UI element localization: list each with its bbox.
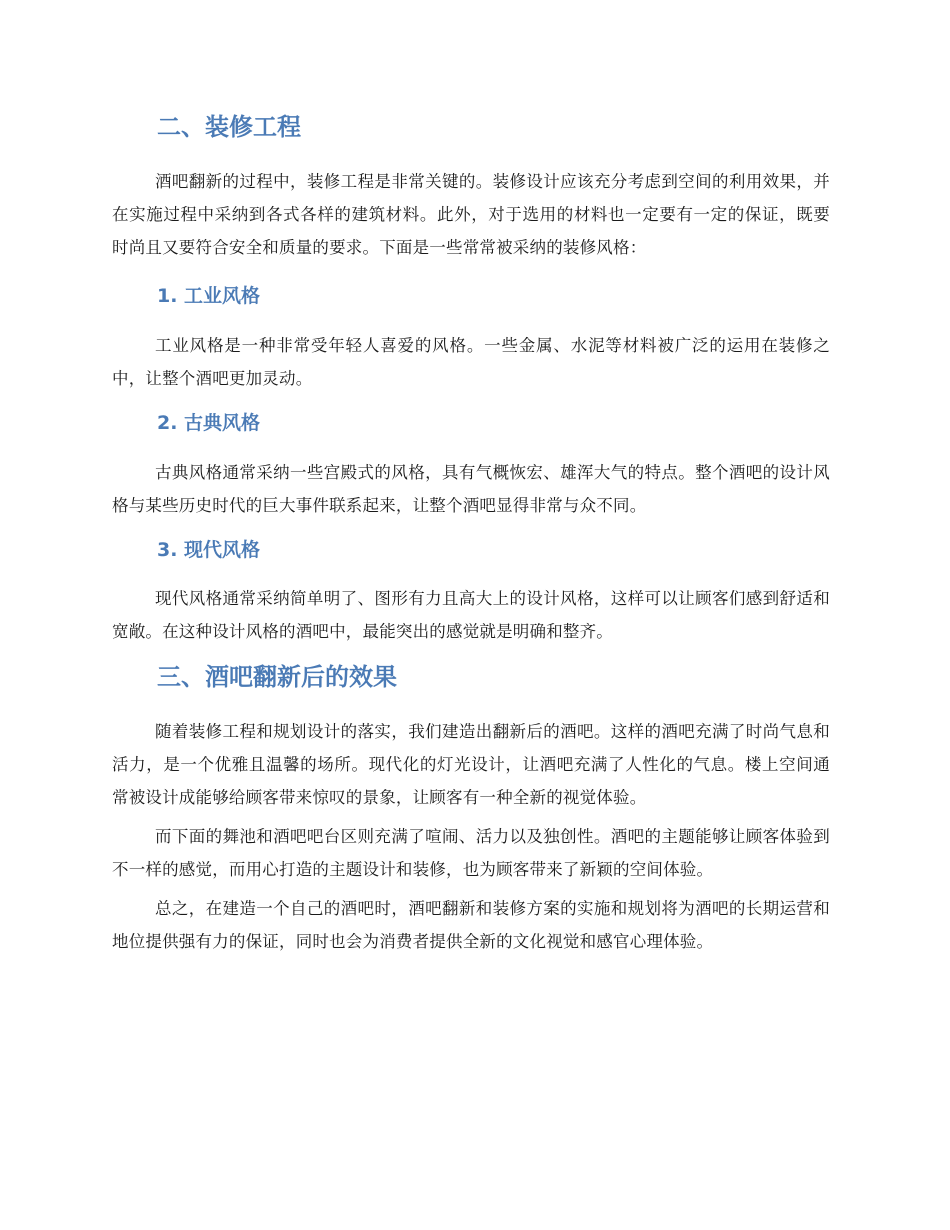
- section-heading-effect: 三、酒吧翻新后的效果: [157, 663, 397, 692]
- paragraph-effect-2: 而下面的舞池和酒吧吧台区则充满了喧闹、活力以及独创性。酒吧的主题能够让顾客体验到不一样的感觉，而用心打造的主题设计和装修，也为顾客带来了新颖的空间体验。: [112, 827, 830, 880]
- paragraph-renovation: 酒吧翻新的过程中，装修工程是非常关键的。装修设计应该充分考虑到空间的利用效果，并在实施过程中采纳到各式各样的建筑材料。此外，对于选用的材料也一定要有一定的保证，既要时尚且又要符合安全和质量的要求。下面是一些常常被采纳的装修风格：: [112, 172, 830, 258]
- paragraph-effect-1: 随着装修工程和规划设计的落实，我们建造出翻新后的酒吧。这样的酒吧充满了时尚气息和活力，是一个优雅且温馨的场所。现代化的灯光设计，让酒吧充满了人性化的气息。楼上空间通常被设计成能够给顾客带来惊叹的景象，让顾客有一种全新的视觉体验。: [112, 722, 830, 808]
- paragraph-effect-3: 总之，在建造一个自己的酒吧时，酒吧翻新和装修方案的实施和规划将为酒吧的长期运营和地位提供强有力的保证，同时也会为消费者提供全新的文化视觉和感官心理体验。: [112, 899, 830, 952]
- paragraph-modern-style: 现代风格通常采纳简单明了、图形有力且高大上的设计风格，这样可以让顾客们感到舒适和宽敞。在这种设计风格的酒吧中，最能突出的感觉就是明确和整齐。: [112, 589, 830, 642]
- paragraph-industrial-style: 工业风格是一种非常受年轻人喜爱的风格。一些金属、水泥等材料被广泛的运用在装修之中，让整个酒吧更加灵动。: [112, 335, 830, 388]
- document-page: [112, 100, 830, 958]
- subheading-modern-style: 3. 现代风格: [157, 538, 261, 561]
- subheading-industrial-style: 1. 工业风格: [157, 285, 261, 308]
- paragraph-classical-style: 古典风格通常采纳一些宫殿式的风格，具有气概恢宏、雄浑大气的特点。整个酒吧的设计风格与某些历史时代的巨大事件联系起来，让整个酒吧显得非常与众不同。: [112, 462, 830, 515]
- subheading-classical-style: 2. 古典风格: [157, 411, 261, 434]
- section-heading-renovation: 二、装修工程: [157, 113, 301, 141]
